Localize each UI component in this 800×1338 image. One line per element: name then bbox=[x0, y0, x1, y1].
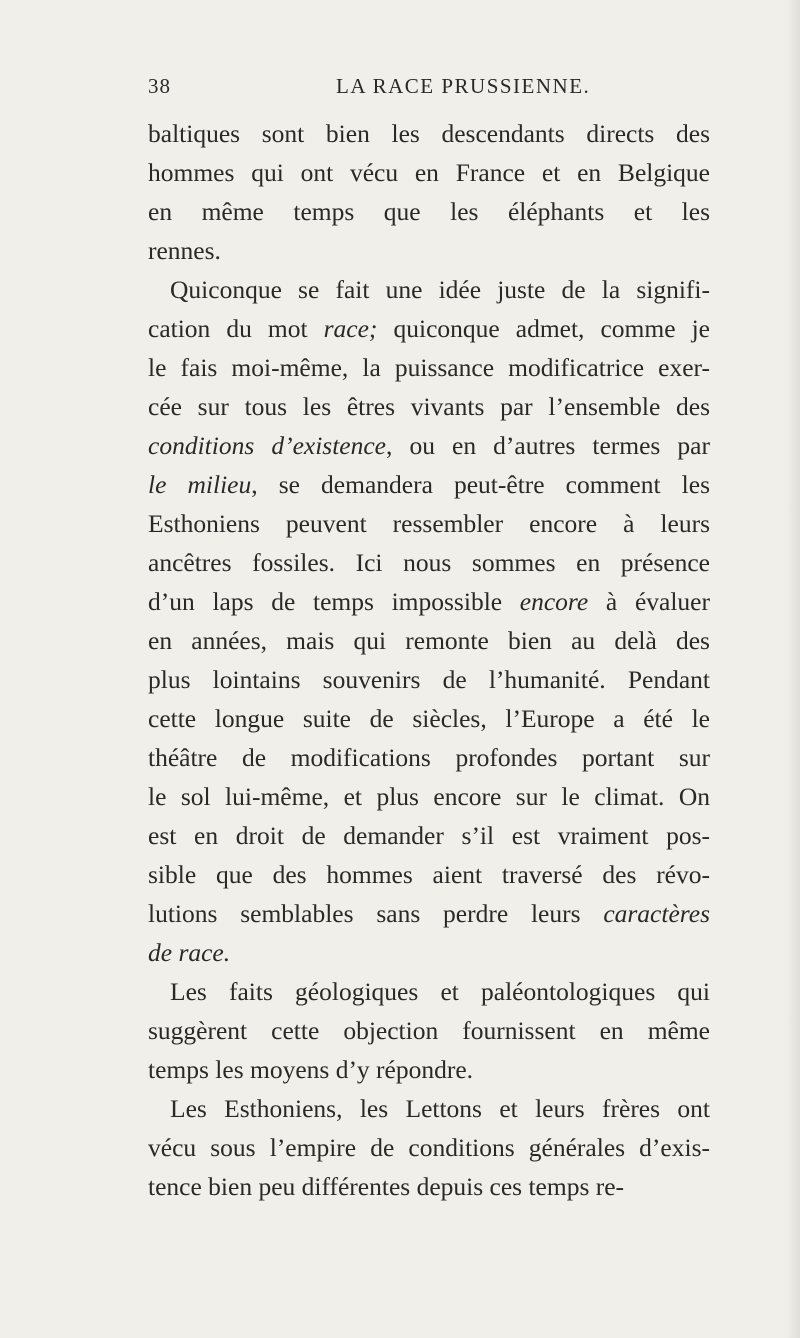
text-segment: le fais moi-même, la puissance modificatrice exer- bbox=[148, 353, 710, 382]
running-title: LA RACE PRUSSIENNE. bbox=[336, 74, 591, 98]
running-head bbox=[148, 74, 708, 108]
italic-text-segment: race; bbox=[323, 314, 378, 343]
italic-text-segment: le milieu bbox=[148, 470, 252, 499]
text-line bbox=[148, 504, 710, 543]
text-segment: à évaluer bbox=[588, 587, 710, 616]
text-segment: ancêtres fossiles. Ici nous sommes en présence bbox=[148, 548, 710, 577]
text-segment: sible que des hommes aient traversé des révo- bbox=[148, 860, 710, 889]
text-segment: d’un laps de temps impossible bbox=[148, 587, 520, 616]
text-segment: quiconque admet, comme je bbox=[377, 314, 710, 343]
text-segment: tence bien peu différentes depuis ces temps re- bbox=[148, 1172, 625, 1201]
text-line bbox=[148, 114, 710, 153]
text-line bbox=[148, 1089, 710, 1128]
text-line bbox=[148, 231, 710, 270]
text-line bbox=[148, 387, 710, 426]
text-segment: plus lointains souvenirs de l’humanité. Pendant bbox=[148, 665, 710, 694]
text-line bbox=[148, 1050, 710, 1089]
text-segment: hommes qui ont vécu en France et en Belgique bbox=[148, 158, 710, 187]
text-segment: en années, mais qui remonte bien au delà des bbox=[148, 626, 710, 655]
text-segment: Esthoniens peuvent ressembler encore à leurs bbox=[148, 509, 710, 538]
text-segment: lutions semblables sans perdre leurs bbox=[148, 899, 604, 928]
text-line bbox=[148, 738, 710, 777]
text-segment: , se demandera peut-être comment les bbox=[251, 470, 710, 499]
text-line bbox=[148, 777, 710, 816]
text-line bbox=[148, 972, 710, 1011]
text-line bbox=[148, 153, 710, 192]
text-segment: cée sur tous les êtres vivants par l’ensemble des bbox=[148, 392, 710, 421]
text-line bbox=[148, 1011, 710, 1050]
text-segment: baltiques sont bien les descendants directs des bbox=[148, 119, 710, 148]
text-line bbox=[148, 621, 710, 660]
text-line bbox=[148, 894, 710, 933]
text-line bbox=[148, 543, 710, 582]
text-line bbox=[148, 270, 710, 309]
text-segment: vécu sous l’empire de conditions générales d’exis- bbox=[148, 1133, 710, 1162]
page-edge-shadow bbox=[786, 0, 800, 1338]
text-line bbox=[148, 192, 710, 231]
text-line bbox=[148, 699, 710, 738]
text-line bbox=[148, 816, 710, 855]
text-line bbox=[148, 855, 710, 894]
text-segment: cette longue suite de siècles, l’Europe a été le bbox=[148, 704, 710, 733]
text-segment: Les Esthoniens, les Lettons et leurs frères ont bbox=[170, 1094, 710, 1123]
text-segment: temps les moyens d’y répondre. bbox=[148, 1055, 474, 1084]
italic-text-segment: conditions d’existence bbox=[148, 431, 386, 460]
italic-text-segment: de race. bbox=[148, 938, 231, 967]
text-line bbox=[148, 465, 710, 504]
text-line bbox=[148, 1167, 710, 1206]
text-segment: est en droit de demander s’il est vraiment pos- bbox=[148, 821, 710, 850]
text-line bbox=[148, 1128, 710, 1167]
text-segment: suggèrent cette objection fournissent en même bbox=[148, 1016, 710, 1045]
text-line bbox=[148, 309, 710, 348]
text-line bbox=[148, 426, 710, 465]
text-segment: cation du mot bbox=[148, 314, 324, 343]
italic-text-segment: caractères bbox=[603, 899, 710, 928]
text-segment: théâtre de modifications profondes portant sur bbox=[148, 743, 710, 772]
text-segment: Les faits géologiques et paléontologiques qui bbox=[170, 977, 710, 1006]
body-text bbox=[148, 114, 710, 1206]
text-line bbox=[148, 933, 710, 972]
page-number: 38 bbox=[148, 74, 171, 98]
text-segment: Quiconque se fait une idée juste de la signifi- bbox=[170, 275, 710, 304]
italic-text-segment: encore bbox=[519, 587, 589, 616]
text-segment: le sol lui-même, et plus encore sur le climat. On bbox=[148, 782, 710, 811]
text-segment: en même temps que les éléphants et les bbox=[148, 197, 710, 226]
text-line bbox=[148, 348, 710, 387]
text-line bbox=[148, 660, 710, 699]
text-line bbox=[148, 582, 710, 621]
text-segment: , ou en d’autres termes par bbox=[386, 431, 710, 460]
text-segment: rennes. bbox=[148, 236, 221, 265]
